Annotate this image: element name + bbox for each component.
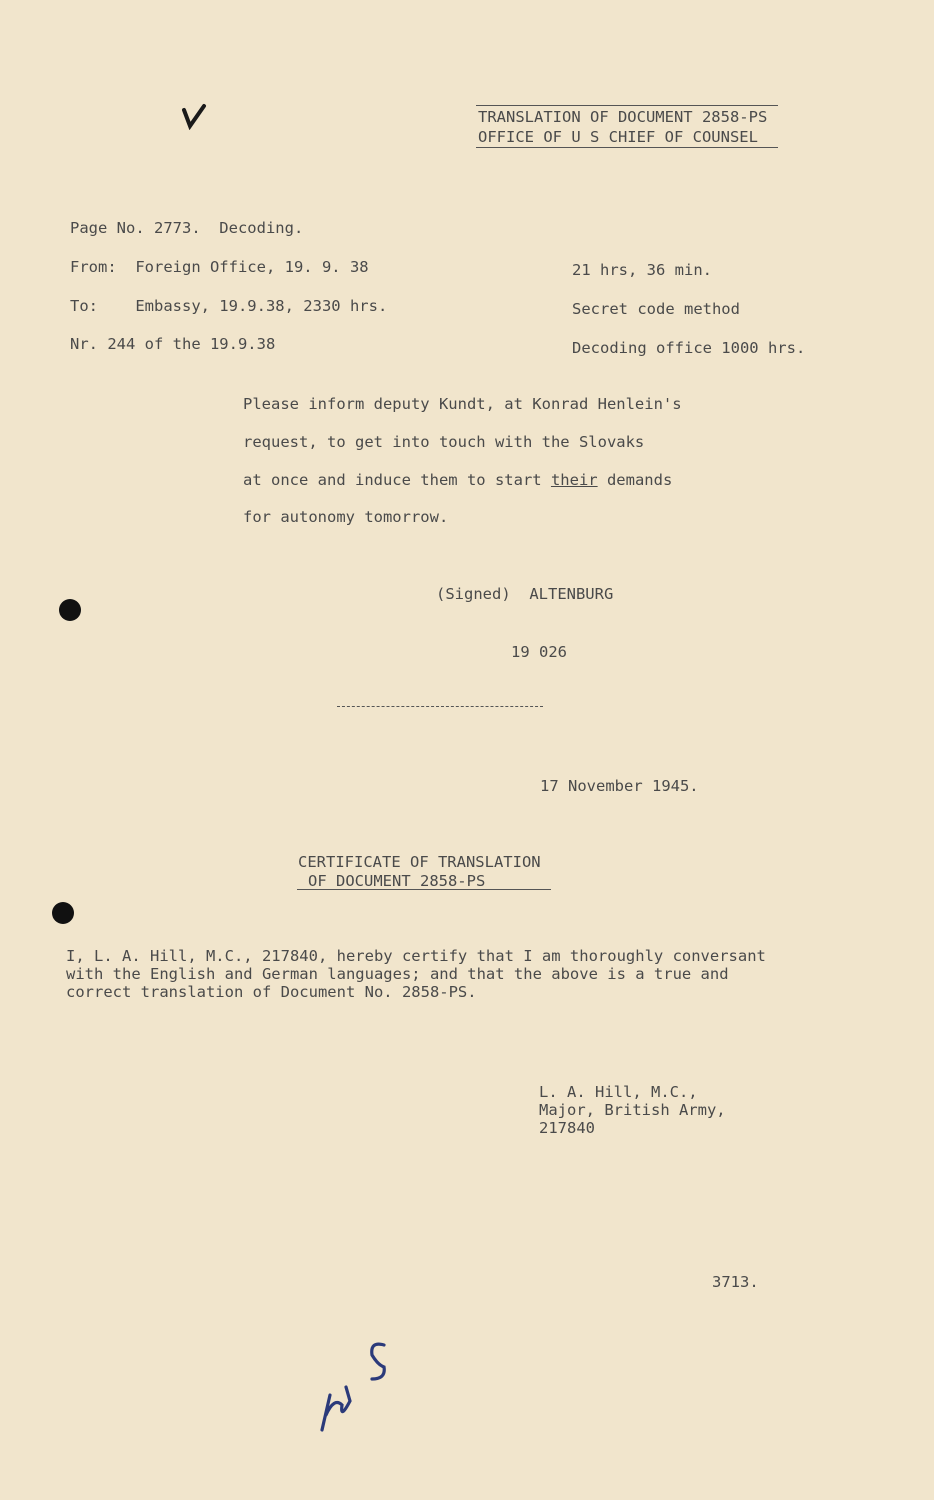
message-line-3a: at once and induce them to start (243, 471, 551, 489)
message-emphasis: their (550, 471, 598, 489)
page-number-line: Page No. 2773. Decoding. (70, 219, 304, 237)
punch-hole (52, 902, 74, 924)
date-line: 17 November 1945. (540, 777, 699, 795)
message-line-3c: demands (597, 471, 673, 489)
header-underline (476, 147, 778, 148)
header-title: TRANSLATION OF DOCUMENT 2858-PS (478, 108, 768, 126)
punch-hole (59, 599, 81, 621)
signed-line: (Signed) ALTENBURG (436, 585, 614, 603)
check-mark (180, 100, 210, 130)
handwritten-mark (312, 1335, 402, 1445)
certificate-body: I, L. A. Hill, M.C., 217840, hereby certify that I am thoroughly conversant with the English and German languages; and that the above is a true and correct translation of Document No. 2858-PS. (66, 947, 766, 1001)
header-office: OFFICE OF U S CHIEF OF COUNSEL (478, 128, 758, 146)
header-overline (476, 105, 778, 106)
to-line: To: Embassy, 19.9.38, 2330 hrs. (70, 297, 388, 315)
signer-name: L. A. Hill, M.C., (539, 1083, 698, 1101)
message-line-2: request, to get into touch with the Slovaks (243, 433, 645, 451)
dash-separator (337, 706, 543, 707)
message-line-1: Please inform deputy Kundt, at Konrad Henlein's (243, 395, 682, 413)
nr-line: Nr. 244 of the 19.9.38 (70, 335, 276, 353)
message-line-3 (243, 471, 672, 489)
signer-number: 217840 (539, 1119, 595, 1137)
certificate-title: CERTIFICATE OF TRANSLATION (298, 853, 541, 871)
time-line: 21 hrs, 36 min. (572, 261, 712, 279)
message-line-4: for autonomy tomorrow. (243, 508, 449, 526)
certificate-subtitle: OF DOCUMENT 2858-PS (308, 872, 486, 890)
from-line: From: Foreign Office, 19. 9. 38 (70, 258, 369, 276)
method-line: Secret code method (572, 300, 740, 318)
certificate-underline (297, 889, 551, 890)
signer-rank: Major, British Army, (539, 1101, 726, 1119)
office-line: Decoding office 1000 hrs. (572, 339, 806, 357)
footer-number: 3713. (712, 1273, 759, 1291)
reference-number: 19 026 (511, 643, 567, 661)
